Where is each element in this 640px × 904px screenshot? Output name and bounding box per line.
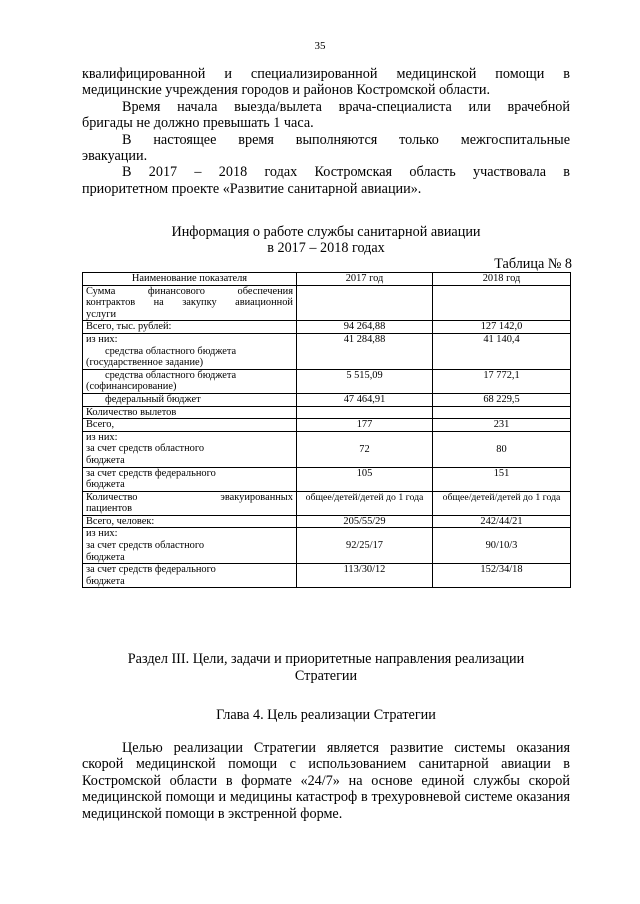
table-row	[83, 431, 571, 467]
goal-paragraph: Целью реализации Стратегии является развитие системы оказания скорой медицинской помощи с использованием санитарной авиации в Костромской области в формате «24/7» на основе единой службы скорой медицинской помощи и медицины катастроф в трехуровневой системе оказания медицинской помощи в экстренной форме.	[82, 740, 570, 822]
intro-line: Время начала выезда/вылета врача-специалиста или врачебной	[122, 98, 570, 115]
cell-2017: 47 464,91	[297, 393, 433, 406]
goal-text	[82, 740, 570, 822]
row-label: Всего,	[83, 419, 297, 432]
table-row	[83, 467, 571, 491]
table-header-row	[83, 273, 571, 286]
table-row	[83, 393, 571, 406]
chapter-title: Глава 4. Цель реализации Стратегии	[216, 707, 436, 723]
cell-2017: 205/55/29	[297, 515, 433, 528]
intro-text	[82, 66, 570, 197]
cell-2017: 177	[297, 419, 433, 432]
section-title-line: Стратегии	[294, 668, 358, 684]
table-caption	[82, 224, 570, 257]
cell-2017: 92/25/17	[297, 528, 433, 564]
row-label: Сумма финансового обеспечения контрактов на закупку авиационной услуги	[83, 285, 297, 321]
intro-line: квалифицированной и специализированной медицинской помощи в	[82, 66, 570, 82]
table-row	[83, 491, 571, 515]
cell-2018: 41 140,4	[433, 333, 571, 369]
table-label: Таблица № 8	[494, 256, 572, 272]
cell-2018: 17 772,1	[433, 369, 571, 393]
intro-line: бригады не должно превышать 1 часа.	[82, 115, 314, 132]
table-title-line: Информация о работе службы санитарной авиации	[171, 224, 481, 240]
cell-2018: 68 229,5	[433, 393, 571, 406]
row-label: из них: за счет средств областного бюджета	[83, 528, 297, 564]
row-label: из них: средства областного бюджета (государственное задание)	[83, 333, 297, 369]
row-label: за счет средств федерального бюджета	[83, 467, 297, 491]
table-row	[83, 333, 571, 369]
cell-2017	[297, 285, 433, 321]
cell-2018: 151	[433, 467, 571, 491]
cell-2017: 113/30/12	[297, 564, 433, 588]
header-indicator: Наименование показателя	[83, 273, 297, 286]
cell-2018	[433, 406, 571, 419]
cell-2017: 94 264,88	[297, 321, 433, 334]
row-label: Количество эвакуированных пациентов	[83, 491, 297, 515]
row-label: Количество вылетов	[83, 406, 297, 419]
table-row	[83, 564, 571, 588]
cell-2018: 231	[433, 419, 571, 432]
cell-2018: 152/34/18	[433, 564, 571, 588]
row-label: Всего, тыс. рублей:	[83, 321, 297, 334]
header-2017: 2017 год	[297, 273, 433, 286]
section-title	[82, 651, 570, 685]
section-title-line: Раздел III. Цели, задачи и приоритетные направления реализации	[127, 651, 525, 667]
table-row	[83, 528, 571, 564]
cell-2017: 5 515,09	[297, 369, 433, 393]
row-label: Всего, человек:	[83, 515, 297, 528]
table-row	[83, 515, 571, 528]
aviation-table	[82, 272, 571, 588]
row-label: федеральный бюджет	[83, 393, 297, 406]
header-2018: 2018 год	[433, 273, 571, 286]
cell-2017: 41 284,88	[297, 333, 433, 369]
intro-line: медицинские учреждения городов и районов Костромской области.	[82, 82, 490, 99]
cell-2017	[297, 406, 433, 419]
table-row	[83, 406, 571, 419]
table-row	[83, 419, 571, 432]
cell-2017: общее/детей/детей до 1 года	[297, 491, 433, 515]
intro-line: В 2017 – 2018 годах Костромская область участвовала в	[122, 164, 570, 181]
cell-2018: 242/44/21	[433, 515, 571, 528]
table-row	[83, 321, 571, 334]
row-label: средства областного бюджета (софинансирование)	[83, 369, 297, 393]
cell-2018: общее/детей/детей до 1 года	[433, 491, 571, 515]
cell-2018: 90/10/3	[433, 528, 571, 564]
table-row	[83, 369, 571, 393]
row-label: из них: за счет средств областного бюджета	[83, 431, 297, 467]
table-row	[83, 285, 571, 321]
page-number: 35	[314, 40, 326, 52]
intro-line: В настоящее время выполняются только межгоспитальные	[122, 131, 570, 148]
cell-2018: 127 142,0	[433, 321, 571, 334]
cell-2018	[433, 285, 571, 321]
cell-2017: 72	[297, 431, 433, 467]
intro-line: приоритетном проекте «Развитие санитарной авиации».	[82, 180, 422, 197]
table-title-line: в 2017 – 2018 годах	[267, 240, 385, 257]
row-label: за счет средств федерального бюджета	[83, 564, 297, 588]
intro-line: эвакуации.	[82, 148, 148, 165]
cell-2017: 105	[297, 467, 433, 491]
cell-2018: 80	[433, 431, 571, 467]
